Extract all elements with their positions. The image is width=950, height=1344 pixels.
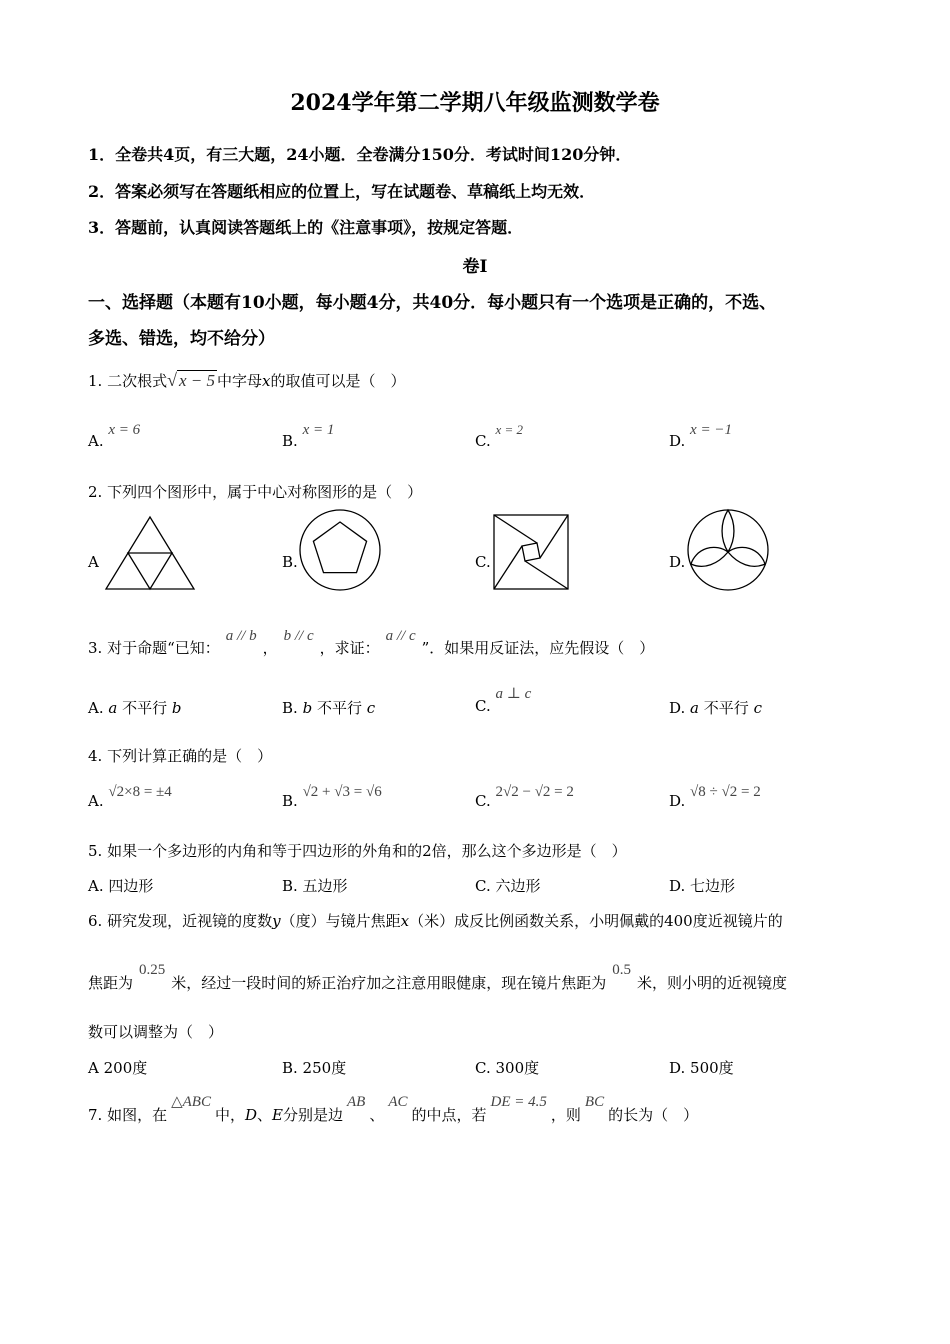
q3-option-b[interactable]: B. b 不平行 c [282, 699, 376, 717]
q4-option-a[interactable]: A. √2×8 = ±4 [88, 784, 172, 810]
q4-option-b[interactable]: B. √2 + √3 = √6 [282, 784, 382, 810]
note-1: 1．全卷共4页，有三大题，24小题．全卷满分150分．考试时间120分钟． [88, 145, 632, 164]
question-5-stem: 5. 如果一个多边形的内角和等于四边形的外角和的2倍，那么这个多边形是（ ） [88, 842, 627, 860]
q2-option-a-label: A [88, 553, 99, 571]
section-1-heading: 一、选择题（本题有10小题，每小题4分，共40分．每小题只有一个选项是正确的，不选、 [88, 293, 777, 313]
question-7-stem: 7. 如图，在△ABC中，D、E分别是边AB、AC的中点，若DE = 4.5，则BC的长为（ ） [88, 1094, 699, 1124]
question-3-stem: 3. 对于命题“已知：a // b，b // c，求证：a // c”．如果用反证法，应先假设（ ） [88, 628, 655, 657]
note-3: 3．答题前，认真阅读答题纸上的《注意事项》，按规定答题． [88, 218, 524, 237]
question-6-line-2: 焦距为0.25米，经过一段时间的矫正治疗加之注意用眼健康，现在镜片焦距为0.5米，则小明的近视镜度 [88, 962, 788, 992]
question-4-stem: 4. 下列计算正确的是（ ） [88, 747, 273, 765]
q6-option-a[interactable]: A 200度 [88, 1059, 148, 1077]
q3-option-c[interactable]: C. a ⊥ c [475, 686, 532, 715]
q5-option-d[interactable]: D. 七边形 [669, 877, 736, 895]
radical: √ x − 5 [167, 370, 216, 390]
q1-option-a[interactable]: A. x = 6 [88, 422, 141, 450]
q5-option-b[interactable]: B. 五边形 [282, 877, 348, 895]
figure-a-triangle[interactable] [104, 515, 196, 591]
question-1-stem: 1. 二次根式√ x − 5 中字母x的取值可以是（ ） [88, 370, 406, 390]
q5-option-c[interactable]: C. 六边形 [475, 877, 541, 895]
section-1-heading-cont: 多选、错选，均不给分） [88, 329, 275, 349]
q1-option-b[interactable]: B. x = 1 [282, 422, 335, 450]
question-2-stem: 2. 下列四个图形中，属于中心对称图形的是（ ） [88, 483, 423, 501]
q6-option-b[interactable]: B. 250度 [282, 1059, 347, 1077]
figure-c-pinwheel-square[interactable] [492, 513, 570, 591]
note-2: 2．答案必须写在答题纸相应的位置上，写在试题卷、草稿纸上均无效． [88, 182, 596, 201]
q5-option-a[interactable]: A. 四边形 [88, 877, 154, 895]
question-6-line-1: 6. 研究发现，近视镜的度数y（度）与镜片焦距x（米）成反比例函数关系，小明佩戴的400度近视镜片的 [88, 912, 783, 930]
figure-d-three-petal-circle[interactable] [686, 508, 770, 592]
page-title: 2024学年第二学期八年级监测数学卷 [290, 90, 660, 116]
q1-option-d[interactable]: D. x = −1 [669, 422, 732, 450]
q2-option-c-label: C. [475, 553, 491, 571]
q2-option-b-label: B. [282, 553, 298, 571]
q1-option-c[interactable]: C. x = 2 [475, 422, 524, 450]
q6-option-c[interactable]: C. 300度 [475, 1059, 540, 1077]
question-6-line-3: 数可以调整为（ ） [88, 1023, 224, 1041]
figure-b-pentagon-circle[interactable] [298, 508, 382, 592]
volume-label: 卷Ⅰ [462, 257, 488, 277]
q3-option-d[interactable]: D. a 不平行 c [669, 699, 762, 717]
q4-option-c[interactable]: C. 2√2 − √2 = 2 [475, 784, 574, 810]
q6-option-d[interactable]: D. 500度 [669, 1059, 734, 1077]
q2-option-d-label: D. [669, 553, 686, 571]
q4-option-d[interactable]: D. √8 ÷ √2 = 2 [669, 784, 761, 810]
q3-option-a[interactable]: A. a 不平行 b [88, 699, 182, 717]
